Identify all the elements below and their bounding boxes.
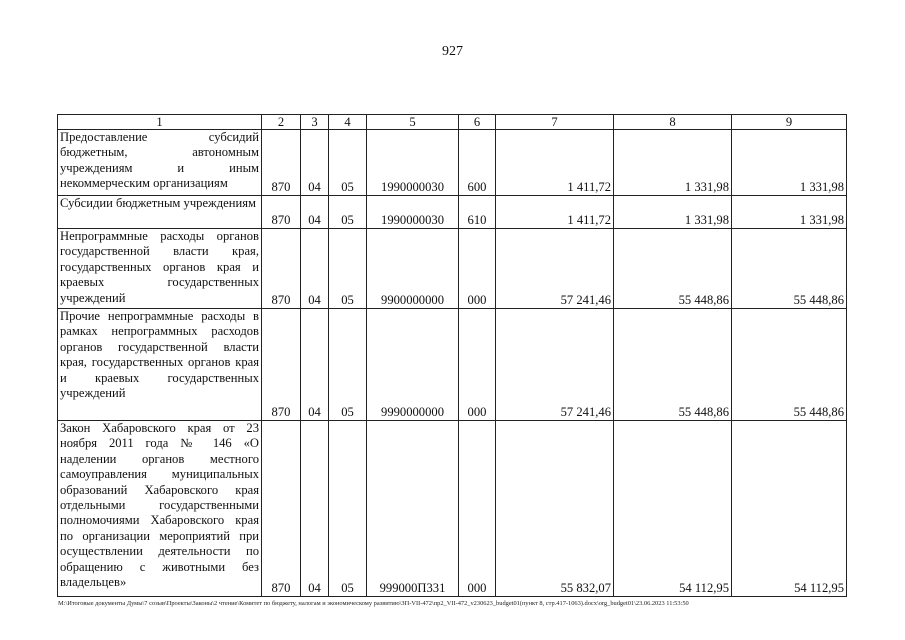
cell-target-article: 9900000000 <box>367 229 459 309</box>
cell-subsection: 05 <box>329 421 367 597</box>
table-row <box>58 421 847 597</box>
cell-subsection: 05 <box>329 130 367 196</box>
cell-amount-9: 55 448,86 <box>732 309 847 421</box>
cell-admin-code: 870 <box>262 130 301 196</box>
header-row <box>58 115 847 130</box>
row-name: Непрограммные расходы органов государственной власти края, государственных органов края и краевых государственных учреждений <box>58 229 262 309</box>
cell-expense-type: 610 <box>459 196 496 229</box>
column-header-4: 4 <box>329 115 367 130</box>
cell-admin-code: 870 <box>262 309 301 421</box>
column-header-2: 2 <box>262 115 301 130</box>
column-header-3: 3 <box>301 115 329 130</box>
cell-section: 04 <box>301 421 329 597</box>
cell-admin-code: 870 <box>262 196 301 229</box>
cell-amount-7: 57 241,46 <box>496 309 614 421</box>
column-header-8: 8 <box>614 115 732 130</box>
cell-amount-9: 1 331,98 <box>732 196 847 229</box>
cell-amount-9: 1 331,98 <box>732 130 847 196</box>
column-header-7: 7 <box>496 115 614 130</box>
cell-amount-9: 54 112,95 <box>732 421 847 597</box>
cell-amount-9: 55 448,86 <box>732 229 847 309</box>
column-header-6: 6 <box>459 115 496 130</box>
cell-amount-8: 1 331,98 <box>614 130 732 196</box>
column-header-5: 5 <box>367 115 459 130</box>
cell-expense-type: 000 <box>459 229 496 309</box>
cell-amount-7: 55 832,07 <box>496 421 614 597</box>
cell-section: 04 <box>301 196 329 229</box>
row-name: Предоставление субсидий бюджетным, автономным учреждениям и иным некоммерческим организациям <box>58 130 262 196</box>
cell-subsection: 05 <box>329 229 367 309</box>
column-header-9: 9 <box>732 115 847 130</box>
cell-section: 04 <box>301 130 329 196</box>
document-footer-path: M:\Итоговые документы Думы\7 созыв\Проекты\Законы\2 чтение\Комитет по бюджету, налогам и экономическому развитию\ЗП-VII-472\пр2_VII-472_v230623_budget01(пункт 8, стр.417-1063).docx\org_budget01\23.06.2023 11:53:50 <box>58 600 689 607</box>
cell-expense-type: 600 <box>459 130 496 196</box>
cell-amount-7: 1 411,72 <box>496 196 614 229</box>
cell-amount-7: 57 241,46 <box>496 229 614 309</box>
page-number: 927 <box>442 44 463 59</box>
table-row <box>58 196 847 229</box>
cell-admin-code: 870 <box>262 229 301 309</box>
budget-table <box>57 114 847 597</box>
cell-subsection: 05 <box>329 196 367 229</box>
column-header-1: 1 <box>58 115 262 130</box>
table-row <box>58 130 847 196</box>
cell-expense-type: 000 <box>459 309 496 421</box>
cell-section: 04 <box>301 229 329 309</box>
cell-amount-8: 55 448,86 <box>614 229 732 309</box>
cell-target-article: 1990000030 <box>367 130 459 196</box>
cell-subsection: 05 <box>329 309 367 421</box>
table-row <box>58 229 847 309</box>
cell-target-article: 1990000030 <box>367 196 459 229</box>
cell-admin-code: 870 <box>262 421 301 597</box>
cell-amount-8: 54 112,95 <box>614 421 732 597</box>
cell-amount-8: 1 331,98 <box>614 196 732 229</box>
row-name: Закон Хабаровского края от 23 ноября 2011 года № 146 «О наделении органов местного самоуправления муниципальных образований Хабаровского края отдельными государственными полномочиями Хабаровского края по организации мероприятий при осуществлении деятельности по обращению с животными без владельцев» <box>58 421 262 597</box>
cell-amount-7: 1 411,72 <box>496 130 614 196</box>
table-row <box>58 309 847 421</box>
cell-expense-type: 000 <box>459 421 496 597</box>
cell-section: 04 <box>301 309 329 421</box>
cell-target-article: 999000П331 <box>367 421 459 597</box>
cell-amount-8: 55 448,86 <box>614 309 732 421</box>
row-name: Прочие непрограммные расходы в рамках непрограммных расходов органов государственной власти края, государственных органов края и краевых государственных учреждений <box>58 309 262 421</box>
row-name: Субсидии бюджетным учреждениям <box>58 196 262 229</box>
cell-target-article: 9990000000 <box>367 309 459 421</box>
